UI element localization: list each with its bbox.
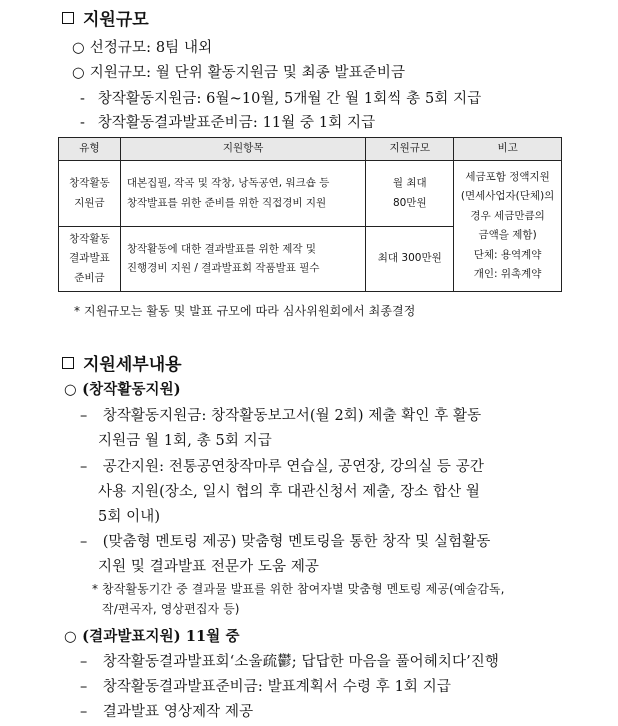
row-item: 창작활동에 대한 결과발표를 위한 제작 및 진행경비 지원 / 결과발표회 작품발표 필수 <box>120 227 365 292</box>
creative-item-2-cont: 5회 이내) <box>98 509 161 525</box>
dash-bullet: – <box>80 679 88 695</box>
creative-note-cont: 작/편곡자, 영상편집자 등) <box>102 602 240 616</box>
circle-bullet-icon: ○ <box>72 65 85 81</box>
header-type: 유형 <box>59 138 121 161</box>
square-bullet-icon <box>62 357 74 369</box>
creative-item-3: – (맞춤형 멘토링 제공) 맞춤형 멘토링을 통한 창작 및 실험활동 <box>80 534 491 550</box>
creative-note: * 창작활동기간 중 결과물 발표를 위한 참여자별 맞춤형 멘토링 제공(예술감독, <box>92 582 505 596</box>
result-item-1: – 창작활동결과발표회‘소울疏鬱; 답답한 마음을 풀어헤치다’진행 <box>80 654 500 670</box>
result-support-header: ○ (결과발표지원) 11월 중 <box>64 628 240 645</box>
section-heading-details <box>62 350 182 375</box>
scale-support-line: ○ 지원규모: 월 단위 활동지원금 및 최종 발표준비금 <box>72 65 406 81</box>
creative-item-2: – 공간지원: 전통공연창작마루 연습실, 공연장, 강의실 등 공간 <box>80 459 484 475</box>
dash-bullet: – <box>80 654 88 670</box>
row-item: 대본집필, 작곡 및 작창, 낭독공연, 워크숍 등 창작발표를 위한 준비를 위한 직접경비 지원 <box>120 161 365 227</box>
row-scale: 최대 300만원 <box>366 227 454 292</box>
row-type: 창작활동 결과발표 준비금 <box>59 227 121 292</box>
dash-bullet: - <box>80 91 85 107</box>
table-footnote: * 지원규모는 활동 및 발표 규모에 따라 심사위원회에서 최종결정 <box>74 304 416 318</box>
header-note: 비고 <box>454 138 562 161</box>
header-scale: 지원규모 <box>366 138 454 161</box>
scale-sub-line-1: - 창작활동지원금: 6월~10월, 5개월 간 월 1회씩 총 5회 지급 <box>80 91 482 107</box>
dash-bullet: – <box>80 408 88 424</box>
asterisk-mark: * <box>92 582 99 596</box>
scale-selection-line: ○ 선정규모: 8팀 내외 <box>72 40 213 56</box>
scale-sub-line-2: - 창작활동결과발표준비금: 11월 중 1회 지급 <box>80 115 376 131</box>
circle-bullet-icon: ○ <box>64 381 77 398</box>
table-header-row <box>59 138 562 161</box>
section-title: 지원규모 <box>83 10 149 30</box>
creative-item-1-cont: 지원금 월 1회, 총 5회 지급 <box>98 433 272 449</box>
creative-item-3-cont: 지원 및 결과발표 전문가 도움 제공 <box>98 559 320 575</box>
table-row <box>59 161 562 227</box>
circle-bullet-icon: ○ <box>64 628 77 645</box>
asterisk-mark: * <box>74 304 81 318</box>
row-note: 세금포함 정액지원 (면세사업자(단체)의 경우 세금만큼의 금액을 제함) 단체: 용역계약 개인: 위촉계약 <box>454 161 562 292</box>
circle-bullet-icon: ○ <box>72 40 85 56</box>
dash-bullet: – <box>80 459 88 475</box>
row-type: 창작활동 지원금 <box>59 161 121 227</box>
row-scale: 월 최대 80만원 <box>366 161 454 227</box>
result-item-2: – 창작활동결과발표준비금: 발표계획서 수령 후 1회 지급 <box>80 679 451 695</box>
dash-bullet: – <box>80 704 88 720</box>
dash-bullet: – <box>80 534 88 550</box>
section-heading-scale <box>62 5 149 30</box>
dash-bullet: - <box>80 115 85 131</box>
creative-support-header: ○ (창작활동지원) <box>64 381 181 398</box>
support-table <box>58 137 562 292</box>
creative-item-2-cont: 사용 지원(장소, 일시 협의 후 대관신청서 제출, 장소 합산 월 <box>98 484 481 500</box>
section-title: 지원세부내용 <box>83 355 182 375</box>
header-item: 지원항목 <box>120 138 365 161</box>
square-bullet-icon <box>62 12 74 24</box>
creative-item-1: – 창작활동지원금: 창작활동보고서(월 2회) 제출 확인 후 활동 <box>80 408 482 424</box>
result-item-3: – 결과발표 영상제작 제공 <box>80 704 254 720</box>
